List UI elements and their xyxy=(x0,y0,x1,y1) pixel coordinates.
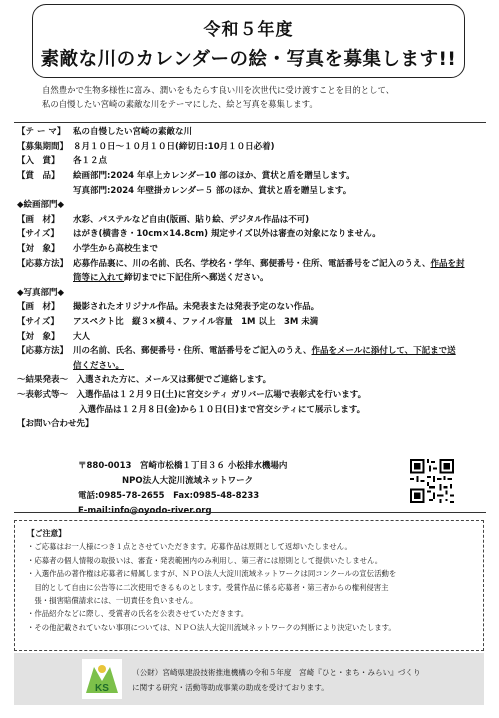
painting-apply-value xyxy=(73,257,487,269)
ceremony-row xyxy=(17,387,487,402)
exhibit-row xyxy=(17,401,487,416)
contact-block xyxy=(78,459,287,519)
page-title: 令和５年度 xyxy=(203,20,294,40)
page-subtitle: 素敵な川のカレンダーの絵・写真を募集します!! xyxy=(40,49,457,70)
exhibit-line: 入選作品は１２月８日(金)から１０日(日)まで宮交シティにて展示します。 xyxy=(79,404,366,415)
intro-text xyxy=(42,83,472,111)
painting-size-value: はがき(横書き・10cm×14.8cm) 規定サイズ以外は審査の対象になりません。 xyxy=(73,229,381,240)
painting-target-row xyxy=(17,241,487,256)
divider-bottom xyxy=(14,512,486,513)
period-label: 【募集期間】 xyxy=(17,141,69,152)
note-item: ・作品紹介などに際し、受賞者の氏名を公表させていただきます。 xyxy=(27,609,249,619)
painting-heading: ◆絵画部門◆ xyxy=(17,200,65,211)
logo-text: KS xyxy=(95,683,109,694)
contact-phone: 電話:0985-78-2655 Fax:0985-48-8233 xyxy=(78,491,260,501)
painting-apply-value-2 xyxy=(17,271,487,283)
title-box xyxy=(32,4,465,78)
count-label: 【入 賞】 xyxy=(17,156,60,167)
painting-material-label: 【画 材】 xyxy=(17,214,60,225)
painting-apply-row xyxy=(17,255,487,270)
intro-line: 自然豊かで生物多様性に富み、潤いをもたらす良い川を次世代に受け渡すことを目的として、 xyxy=(42,85,395,95)
qr-code-icon[interactable] xyxy=(410,459,454,503)
painting-heading-row xyxy=(17,197,487,212)
photo-size-label: 【サイズ】 xyxy=(17,317,59,328)
painting-apply-label: 【応募方法】 xyxy=(17,258,69,269)
sponsor-line: （公財）宮崎県建設技術推進機構の令和５年度 宮崎『ひと・まち・みらい』づくり xyxy=(132,668,421,677)
prize-row-2 xyxy=(17,182,487,197)
period-value: ８月１０日～１０月１０日(締切日:10月１０日必着) xyxy=(73,141,275,152)
note-item: 張・損害賠償請求には、一切責任を負いません。 xyxy=(27,596,198,606)
photo-size-row xyxy=(17,314,487,329)
sponsor-text xyxy=(132,665,421,695)
painting-apply-row-2 xyxy=(17,270,487,285)
note-item: ・応募者の個人情報の取扱いは、審査・発表範囲内のみ利用し、第三者には原則として提供いたしません。 xyxy=(27,555,383,565)
photo-heading-row xyxy=(17,285,487,300)
painting-apply-underlined-2: 筒等に入れて xyxy=(73,273,125,284)
painting-material-row xyxy=(17,212,487,227)
photo-size-value: アスペクト比 縦３×横４、ファイル容量 1M 以上 3M 未満 xyxy=(73,317,319,328)
period-row xyxy=(17,139,487,154)
theme-row xyxy=(17,124,487,139)
prize-value-painting: 絵画部門:2024 年卓上カレンダー10 部のほか、賞状と盾を贈呈します。 xyxy=(73,171,355,182)
notes-box xyxy=(14,520,484,651)
photo-material-value: 撮影されたオリジナル作品。未発表または発表予定のない作品。 xyxy=(73,302,320,313)
sponsor-line: に関する研究・活動等助成事業の助成を受けております。 xyxy=(132,683,329,692)
painting-apply-underlined: 作品を封 xyxy=(430,258,465,269)
painting-size-label: 【サイズ】 xyxy=(17,229,59,240)
contact-org: NPO法人大淀川流域ネットワーク xyxy=(122,476,254,486)
photo-apply-row xyxy=(17,343,487,358)
painting-apply-text-2: 締切までに下記住所へ郵送ください。 xyxy=(124,273,269,284)
photo-apply-label: 【応募方法】 xyxy=(17,346,69,357)
photo-apply-text: 川の名前、氏名、郵便番号・住所、電話番号をご記入のうえ、 xyxy=(73,346,312,357)
notes-title: 【ご注意】 xyxy=(27,529,66,538)
photo-material-row xyxy=(17,299,487,314)
ceremony-line: ～表彰式等～ 入選作品は１２月９日(土)に宮交シティ ガリバー広場で表彰式を行います。 xyxy=(17,389,367,400)
painting-material-value: 水彩、パステルなど自由(版画、貼り絵、デジタル作品は不可) xyxy=(73,214,310,225)
intro-line: 私の自慢したい宮崎の素敵な川をテーマにした、絵と写真を募集します。 xyxy=(42,99,318,109)
contact-email[interactable]: E-mail:info@oyodo-river.org xyxy=(78,506,212,516)
photo-apply-row-2 xyxy=(17,358,487,373)
photo-apply-underlined: 作品をメールに添付して、下記まで送 xyxy=(311,346,456,357)
contact-heading-row xyxy=(17,416,487,431)
note-item: 目的として自由に公告等に二次使用できるものとします。受賞作品に係る応募者・第三者からの権利侵害主 xyxy=(27,582,389,592)
results-line: ～結果発表～ 入選された方に、メール又は郵便でご連絡します。 xyxy=(17,375,272,386)
prize-label: 【賞 品】 xyxy=(17,171,60,182)
divider-top xyxy=(14,122,486,123)
photo-apply-underlined-2: 信ください。 xyxy=(73,360,125,371)
count-row xyxy=(17,153,487,168)
photo-apply-value xyxy=(73,344,487,356)
photo-heading: ◆写真部門◆ xyxy=(17,287,65,298)
painting-target-label: 【対 象】 xyxy=(17,244,60,255)
painting-size-row xyxy=(17,226,487,241)
prize-row xyxy=(17,168,487,183)
photo-target-value: 大人 xyxy=(73,331,91,342)
details xyxy=(17,124,487,430)
painting-apply-text: 応募作品裏に、川の名前、氏名、学校名・学年、郵便番号・住所、電話番号をご記入のうえ、 xyxy=(73,258,431,269)
theme-label: 【テ ー マ】 xyxy=(17,127,66,138)
photo-apply-value-2 xyxy=(17,359,487,371)
photo-target-row xyxy=(17,328,487,343)
contact-heading: 【お問い合わせ先】 xyxy=(17,419,94,430)
photo-target-label: 【対 象】 xyxy=(17,331,60,342)
photo-material-label: 【画 材】 xyxy=(17,302,60,313)
results-row xyxy=(17,372,487,387)
contact-address: 〒880-0013 宮崎市松橋１丁目３６ 小松排水機場内 xyxy=(78,461,288,471)
prize-value-photo: 写真部門:2024 年壁掛カレンダー５ 部のほか、賞状と盾を贈呈します。 xyxy=(73,185,352,196)
theme-value: 私の自慢したい宮崎の素敵な川 xyxy=(73,127,193,138)
sponsor-logo-icon xyxy=(82,659,122,699)
note-item: ・その他記載されていない事項については、ＮＰＯ法人大淀川流域ネットワークの判断により決定いたします。 xyxy=(27,622,396,632)
note-item: ・ご応募はお一人様につき１点とさせていただきます。応募作品は原則として返却いたしません。 xyxy=(27,542,352,552)
note-item: ・入選作品の著作権は応募者に帰属しますが、ＮＰＯ法人大淀川流域ネットワークは同コンクールの宣伝活動を xyxy=(27,569,397,579)
count-value: 各１２点 xyxy=(73,156,108,167)
sponsor-footer xyxy=(14,653,484,705)
painting-target-value: 小学生から高校生まで xyxy=(73,244,159,255)
